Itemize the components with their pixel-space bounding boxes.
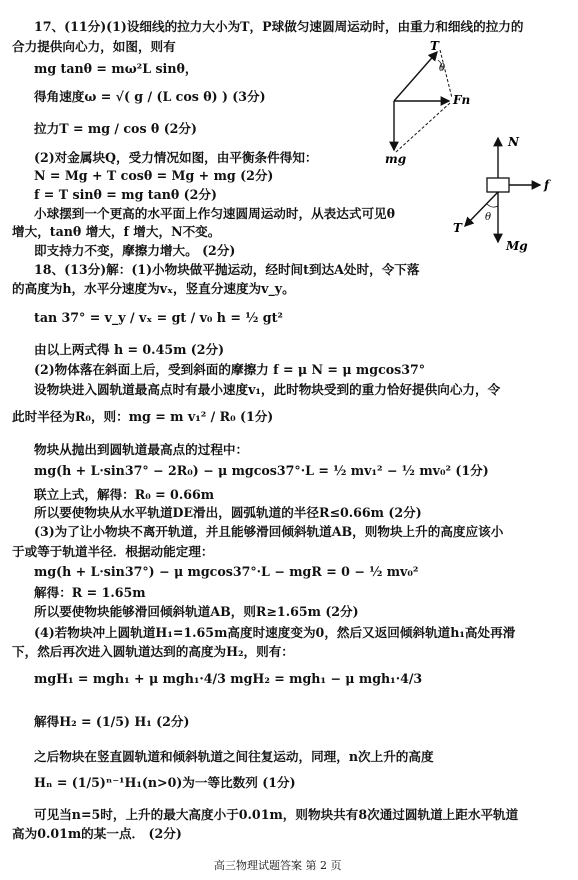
equation-line: tan 37° = v_y / vₓ = gt / v₀ h = ½ gt² bbox=[34, 310, 283, 325]
page-footer: 高三物理试题答案 第 2 页 bbox=[214, 859, 342, 872]
text-line: 18、(13分)解：(1)小物块做平抛运动，经时间t到达A处时，令下落 bbox=[34, 262, 420, 277]
label-t: T bbox=[430, 39, 439, 53]
label-fn: Fn bbox=[453, 93, 471, 107]
text-line: 合力提供向心力，如图，则有 bbox=[12, 39, 176, 54]
text-line: (2)物体落在斜面上后，受到斜面的摩擦力 f = μ N = μ mgcos37° bbox=[34, 362, 426, 377]
text-line: 的高度为h，水平分速度为vₓ，竖直分速度为v_y。 bbox=[12, 281, 295, 296]
text-line: 由以上两式得 h = 0.45m (2分) bbox=[34, 342, 225, 357]
equation-line: 得角速度ω = √( g / (L cos θ) ) (3分) bbox=[34, 89, 266, 104]
text-line: 小球摆到一个更高的水平面上作匀速圆周运动时，从表达式可见θ bbox=[34, 206, 396, 221]
text-line: 之后物块在竖直圆轨道和倾斜轨道之间往复运动，同理，n次上升的高度 bbox=[34, 749, 434, 764]
equation-line: mg tanθ = mω²L sinθ， bbox=[34, 61, 198, 76]
label-f: f bbox=[544, 178, 550, 192]
label-n: N bbox=[508, 135, 519, 149]
text-line: 于或等于轨道半径．根据动能定理： bbox=[12, 544, 214, 559]
text-line: 下，然后再次进入圆轨道达到的高度为H₂，则有： bbox=[12, 644, 294, 659]
text-line: 物块从抛出到圆轨道最高点的过程中： bbox=[34, 442, 249, 457]
equation-line: Hₙ = (1/5)ⁿ⁻¹H₁(n>0)为一等比数列 (1分) bbox=[34, 775, 296, 790]
equation-line: 解得H₂ = (1/5) H₁ (2分) bbox=[34, 714, 190, 729]
label-theta: θ bbox=[485, 212, 492, 223]
block-q bbox=[487, 178, 509, 192]
label-mg: Mg bbox=[506, 239, 528, 253]
text-line: 设物块进入圆轨道最高点时有最小速度v₁，此时物块受到的重力恰好提供向心力，令 bbox=[34, 382, 501, 397]
text-line: (2)对金属块Q，受力情况如图，由平衡条件得知： bbox=[34, 150, 318, 165]
text-line: 联立上式，解得：R₀ = 0.66m bbox=[34, 487, 215, 502]
text-line: 17、(11分)(1)设细线的拉力大小为T，P球做匀速圆周运动时，由重力和细线的拉力的 bbox=[34, 19, 524, 34]
text-line: 即支持力不变，摩擦力增大。 (2分) bbox=[34, 243, 236, 258]
label-mg: mg bbox=[385, 152, 407, 166]
tension-arrow bbox=[394, 52, 437, 101]
text-line: 可见当n=5时，上升的最大高度小于0.01m，则物块共有8次通过圆轨道上距水平轨道 bbox=[34, 807, 519, 822]
text-line: 高为0.01m的某一点． (2分) bbox=[12, 826, 182, 841]
text-line: 解得：R = 1.65m bbox=[34, 585, 146, 600]
label-theta: θ bbox=[439, 63, 446, 74]
equation-line: 拉力T = mg / cos θ (2分) bbox=[34, 121, 197, 136]
text-line: 增大，tanθ 增大，f 增大，N不变。 bbox=[12, 224, 221, 239]
text-line: 此时半径为R₀，则：mg = m v₁² / R₀ (1分) bbox=[12, 409, 274, 424]
tension-arrow bbox=[465, 192, 498, 226]
text-line: 所以要使物块能够滑回倾斜轨道AB，则R≥1.65m (2分) bbox=[34, 604, 359, 619]
force-diagram-block-q bbox=[448, 130, 563, 255]
equation-line: N = Mg + T cosθ = Mg + mg (2分) bbox=[34, 168, 274, 183]
equation-line: mgH₁ = mgh₁ + μ mgh₁·4/3 mgH₂ = mgh₁ − μ mgh₁·4/3 bbox=[34, 671, 423, 686]
equation-line: f = T sinθ = mg tanθ (2分) bbox=[34, 187, 217, 202]
equation-line: mg(h + L·sin37° − 2R₀) − μ mgcos37°·L = ½ mv₁² − ½ mv₀² (1分) bbox=[34, 463, 489, 478]
equation-line: mg(h + L·sin37°) − μ mgcos37°·L − mgR = 0 − ½ mv₀² bbox=[34, 564, 419, 579]
text-line: 所以要使物块从水平轨道DE滑出，圆弧轨道的半径R≤0.66m (2分) bbox=[34, 505, 422, 520]
label-t: T bbox=[453, 221, 462, 235]
text-line: (4)若物块冲上圆轨道H₁=1.65m高度时速度变为0，然后又返回倾斜轨道h₁高处再滑 bbox=[34, 625, 516, 640]
text-line: (3)为了让小物块不离开轨道，并且能够滑回倾斜轨道AB，则物块上升的高度应该小 bbox=[34, 524, 504, 539]
